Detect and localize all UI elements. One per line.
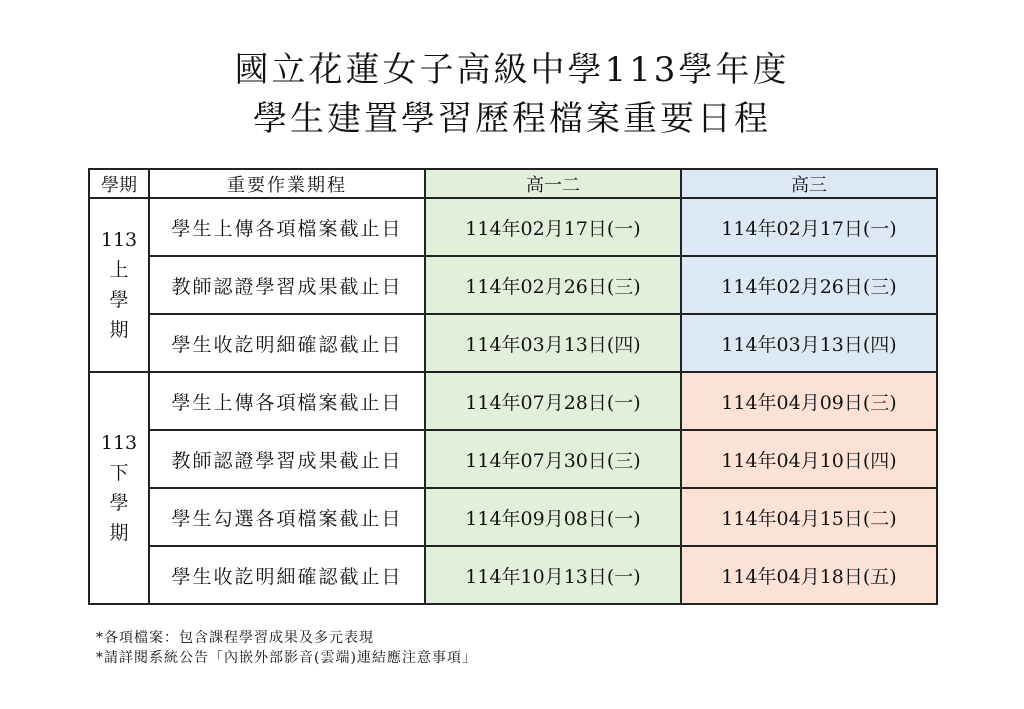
footnote: *各項檔案：包含課程學習成果及多元表現	[96, 630, 374, 646]
page-title-line-1: 國立花蓮女子高級中學113學年度	[234, 50, 790, 90]
grade-3-date: 114年04月10日(四)	[681, 430, 937, 488]
header-grade-3: 高三	[681, 169, 937, 198]
grade-1-2-date: 114年02月26日(三)	[425, 256, 681, 314]
grade-1-2-date: 114年09月08日(一)	[425, 488, 681, 546]
task-cell: 學生勾選各項檔案截止日	[149, 488, 425, 546]
grade-3-date: 114年04月09日(三)	[681, 372, 937, 430]
task-cell: 學生上傳各項檔案截止日	[149, 372, 425, 430]
table-row	[89, 430, 937, 488]
page-title-line-2: 學生建置學習歷程檔案重要日程	[253, 99, 771, 139]
grade-1-2-date: 114年03月13日(四)	[425, 314, 681, 372]
term-line: 下	[109, 462, 129, 484]
task-cell: 學生收訖明細確認截止日	[149, 546, 425, 604]
schedule-table	[88, 168, 938, 605]
table-row	[89, 256, 937, 314]
grade-1-2-date: 114年07月28日(一)	[425, 372, 681, 430]
term-line: 113	[100, 229, 138, 251]
term-line: 學	[109, 492, 129, 514]
task-cell: 教師認證學習成果截止日	[149, 430, 425, 488]
table-row	[89, 372, 937, 430]
grade-3-date: 114年04月18日(五)	[681, 546, 937, 604]
table-row	[89, 488, 937, 546]
table-row	[89, 546, 937, 604]
term-line: 期	[109, 319, 129, 341]
grade-3-date: 114年02月26日(三)	[681, 256, 937, 314]
term-label-second	[89, 372, 149, 604]
footnote: *請詳閱系統公告「內嵌外部影音(雲端)連結應注意事項」	[96, 650, 477, 666]
grade-3-date: 114年04月15日(二)	[681, 488, 937, 546]
grade-3-date: 114年03月13日(四)	[681, 314, 937, 372]
term-label-first	[89, 198, 149, 372]
term-line: 期	[109, 522, 129, 544]
term-line: 學	[109, 289, 129, 311]
grade-1-2-date: 114年07月30日(三)	[425, 430, 681, 488]
header-task: 重要作業期程	[149, 169, 425, 198]
table-row	[89, 314, 937, 372]
header-grade-1-2: 高一二	[425, 169, 681, 198]
table-header-row	[89, 169, 937, 198]
grade-1-2-date: 114年02月17日(一)	[425, 198, 681, 256]
grade-1-2-date: 114年10月13日(一)	[425, 546, 681, 604]
task-cell: 教師認證學習成果截止日	[149, 256, 425, 314]
footnotes	[96, 628, 477, 668]
header-term: 學期	[89, 169, 149, 198]
term-line: 113	[100, 432, 138, 454]
task-cell: 學生上傳各項檔案截止日	[149, 198, 425, 256]
term-line: 上	[109, 259, 129, 281]
grade-3-date: 114年02月17日(一)	[681, 198, 937, 256]
table-row	[89, 198, 937, 256]
task-cell: 學生收訖明細確認截止日	[149, 314, 425, 372]
